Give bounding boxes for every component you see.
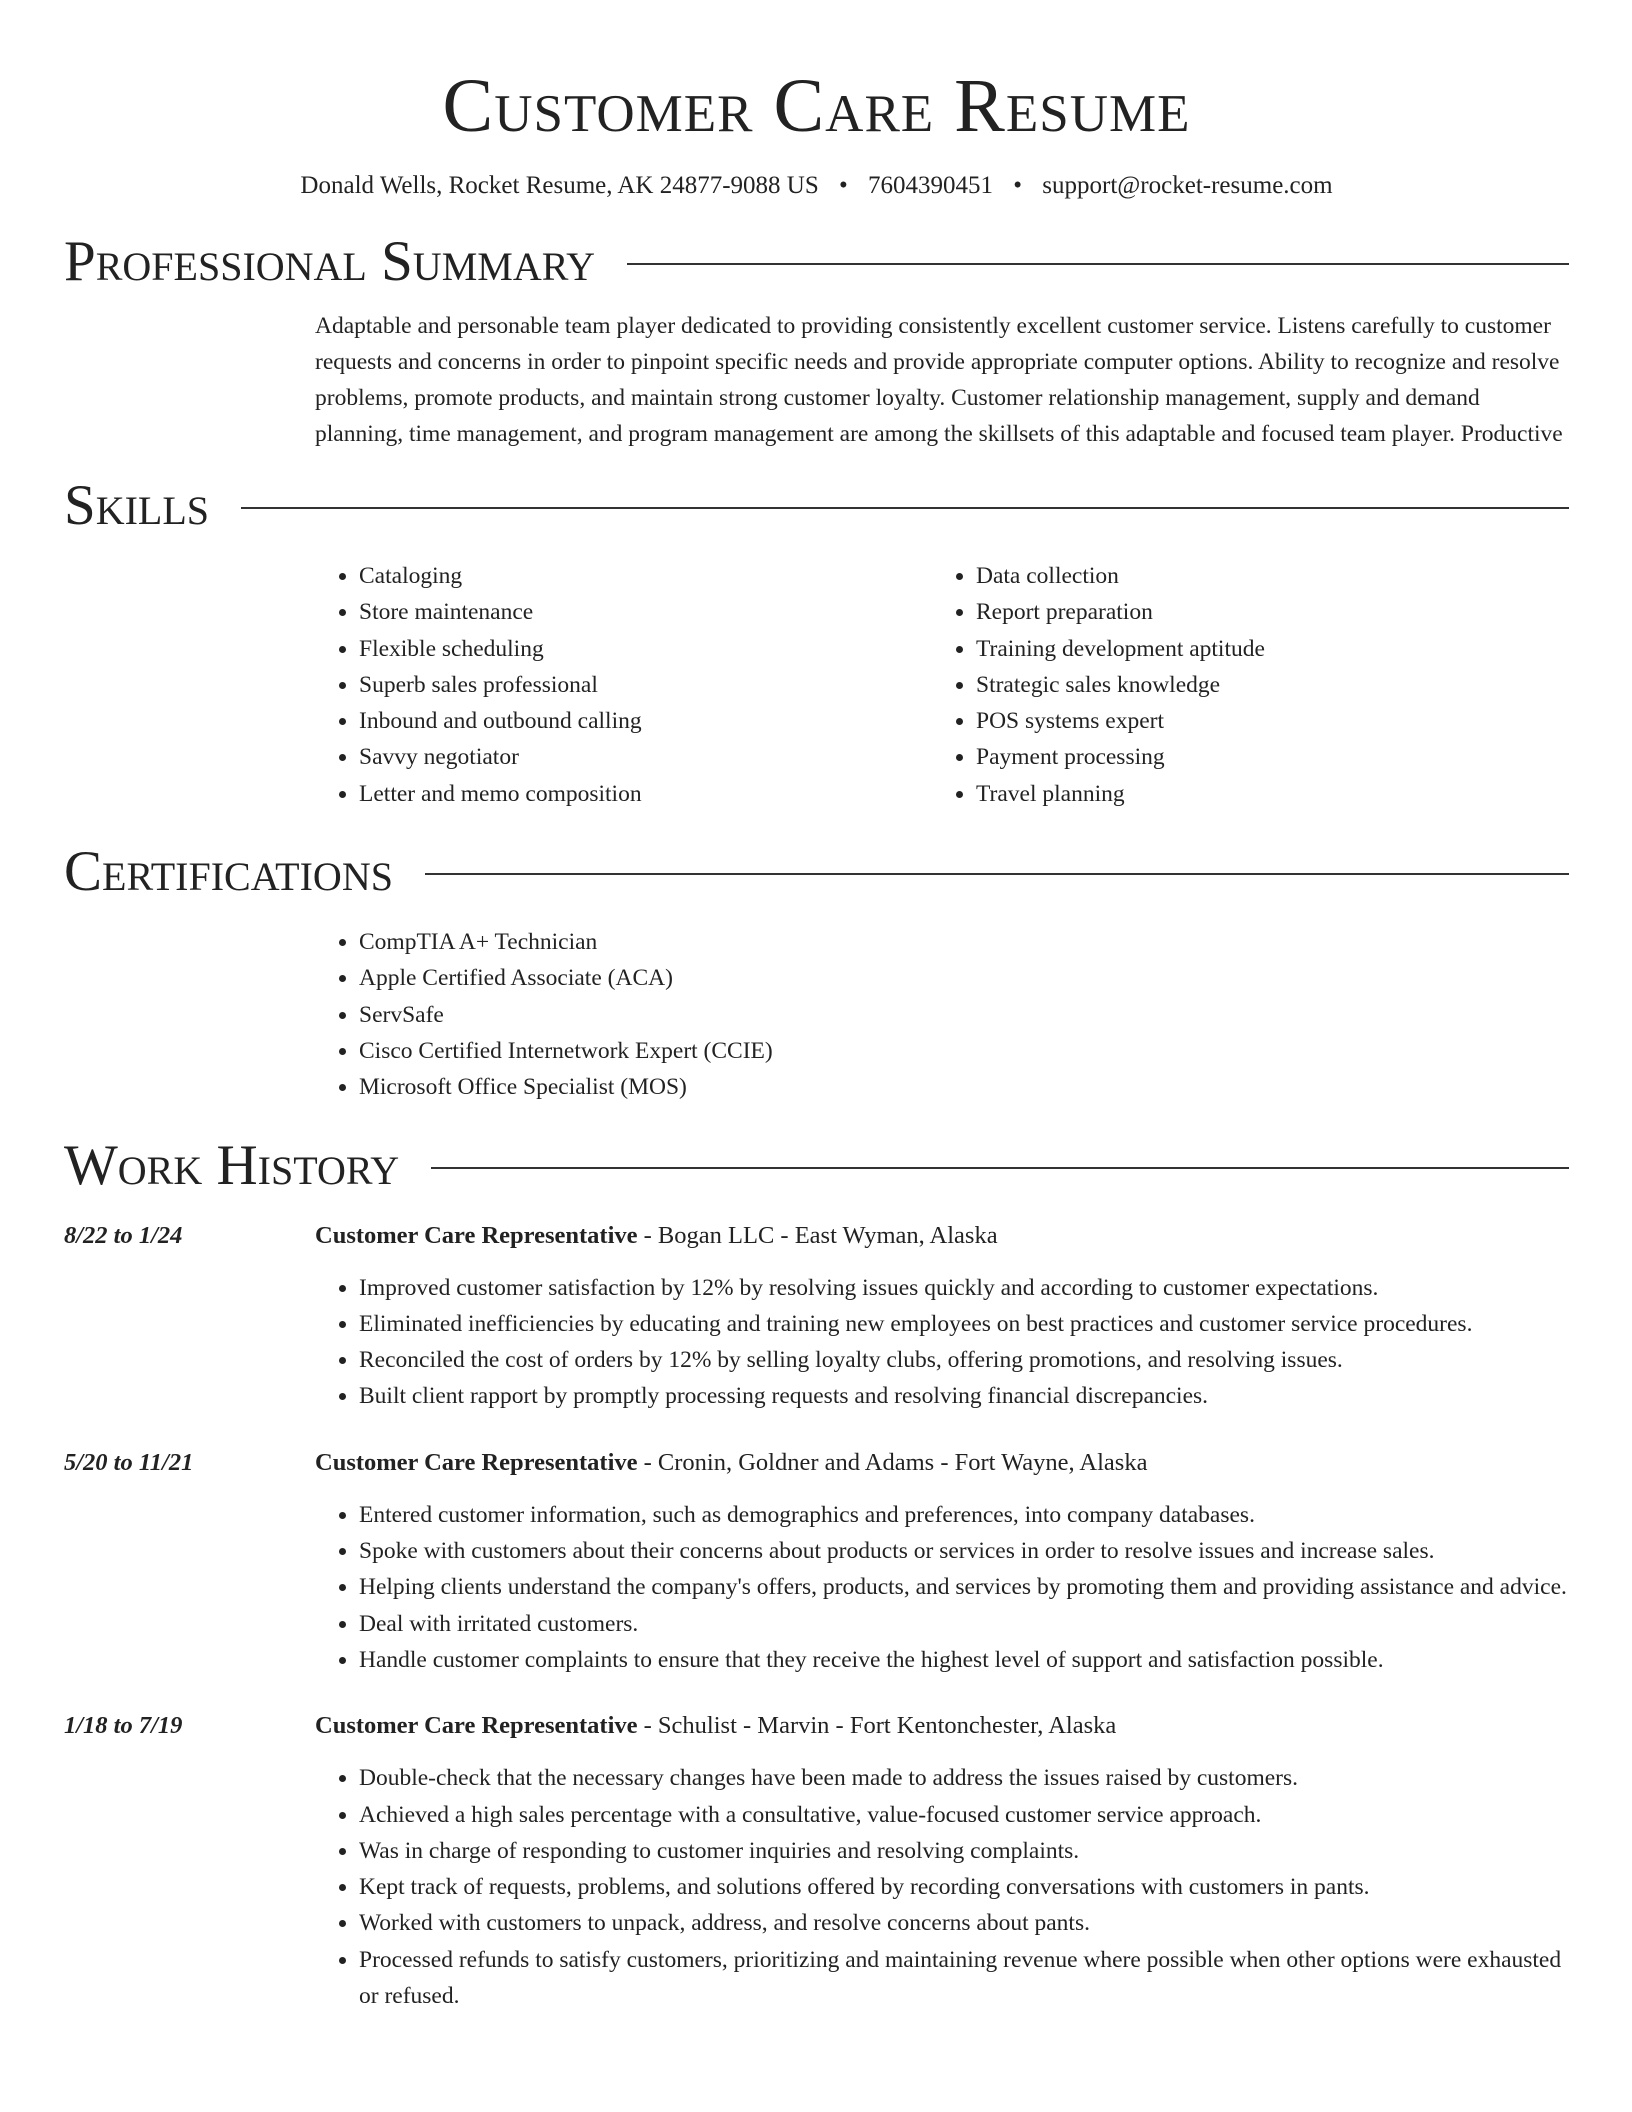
certifications-heading: Certifications <box>64 840 393 904</box>
job-heading <box>315 1447 1569 1479</box>
summary-section-header <box>64 230 1569 294</box>
page-title: Customer Care Resume <box>442 64 1191 148</box>
job-duty: • Achieved a high sales percentage with a consultative, value-focused customer service approach. <box>359 1797 1569 1833</box>
job-duty: • Spoke with customers about their concerns about products or services in order to resolve issues and increase sales. <box>359 1533 1569 1569</box>
skill-item: • Data collection <box>976 558 1549 594</box>
job-details: - Bogan LLC - East Wyman, Alaska <box>637 1221 998 1249</box>
job-body <box>315 1220 1569 1415</box>
skill-item: • Letter and memo composition <box>359 776 932 812</box>
job-dates: 5/20 to 11/21 <box>64 1448 194 1476</box>
contact-line <box>64 170 1569 202</box>
job-entry <box>64 1220 1569 1415</box>
job-duty: • Was in charge of responding to customer inquiries and resolving complaints. <box>359 1833 1569 1869</box>
job-title: Customer Care Representative <box>315 1221 638 1249</box>
job-dates: 8/22 to 1/24 <box>64 1221 183 1249</box>
certification-item: • CompTIA A+ Technician <box>359 924 1569 960</box>
job-heading <box>315 1220 1569 1252</box>
job-duties <box>315 1497 1569 1678</box>
skill-item: • Travel planning <box>976 776 1549 812</box>
contact-separator: • <box>1013 172 1023 199</box>
skills-list-left <box>315 558 932 812</box>
certifications-section-header <box>64 840 1569 904</box>
section-divider <box>241 507 1569 509</box>
job-body <box>315 1447 1569 1678</box>
skill-item: • Store maintenance <box>359 594 932 630</box>
section-divider <box>431 1167 1569 1169</box>
job-details: - Schulist - Marvin - Fort Kentonchester, Alaska <box>637 1712 1117 1740</box>
job-duty: • Helping clients understand the company's offers, products, and services by promoting them and providing assistance and advice. <box>359 1569 1569 1605</box>
job-title: Customer Care Representative <box>315 1712 638 1740</box>
job-duty: • Deal with irritated customers. <box>359 1606 1569 1642</box>
summary-section <box>315 308 1569 452</box>
skill-item: • Training development aptitude <box>976 631 1549 667</box>
skills-column-right <box>932 558 1549 812</box>
certifications-list <box>315 924 1569 1105</box>
job-body <box>315 1710 1569 2014</box>
section-divider <box>425 873 1569 875</box>
certification-item: • Apple Certified Associate (ACA) <box>359 960 1569 996</box>
skill-item: • Flexible scheduling <box>359 631 932 667</box>
job-duty: • Improved customer satisfaction by 12% by resolving issues quickly and according to customer expectations. <box>359 1270 1569 1306</box>
job-duty: • Kept track of requests, problems, and solutions offered by recording conversations with customers in pants. <box>359 1869 1569 1905</box>
skill-item: • Savvy negotiator <box>359 739 932 775</box>
contact-phone: 7604390451 <box>868 172 994 199</box>
job-entry <box>64 1447 1569 1678</box>
work-history-section-header <box>64 1134 1569 1198</box>
job-heading <box>315 1710 1569 1742</box>
job-details: - Cronin, Goldner and Adams - Fort Wayne, Alaska <box>637 1448 1148 1476</box>
job-duty: • Reconciled the cost of orders by 12% by selling loyalty clubs, offering promotions, and resolving issues. <box>359 1342 1569 1378</box>
job-duty: • Built client rapport by promptly processing requests and resolving financial discrepancies. <box>359 1378 1569 1414</box>
skill-item: • Superb sales professional <box>359 667 932 703</box>
summary-text: Adaptable and personable team player dedicated to providing consistently excellent customer service. Listens carefully to customer requests and concerns in order to pinpoint specific needs and provide appropriate computer options. Ability to recognize and resolve problems, promote products, and maintain strong customer loyalty. Customer relationship management, supply and demand planning, time management, and program management are among the skillsets of this adaptable and focused team player. Productive <box>315 313 1563 447</box>
job-duty: • Eliminated inefficiencies by educating and training new employees on best practices and customer service procedures. <box>359 1306 1569 1342</box>
skills-section-header <box>64 474 1569 538</box>
job-dates: 1/18 to 7/19 <box>64 1712 183 1740</box>
job-title: Customer Care Representative <box>315 1448 638 1476</box>
summary-heading: Professional Summary <box>64 230 596 293</box>
skill-item: • POS systems expert <box>976 703 1549 739</box>
job-duty: • Worked with customers to unpack, address, and resolve concerns about pants. <box>359 1905 1569 1941</box>
skill-item: • Payment processing <box>976 739 1549 775</box>
job-duties <box>315 1270 1569 1415</box>
certification-item: • Cisco Certified Internetwork Expert (CCIE) <box>359 1033 1569 1069</box>
skill-item: • Inbound and outbound calling <box>359 703 932 739</box>
job-entry <box>64 1710 1569 2014</box>
certification-item: • ServSafe <box>359 997 1569 1033</box>
job-duties <box>315 1760 1569 2014</box>
certifications-section <box>315 924 1569 1105</box>
job-duty: • Processed refunds to satisfy customers, prioritizing and maintaining revenue where possible when other options were exhausted or refused. <box>359 1942 1569 2015</box>
skills-heading: Skills <box>64 474 210 537</box>
job-duty: • Entered customer information, such as demographics and preferences, into company databases. <box>359 1497 1569 1533</box>
resume-page <box>64 0 1569 2014</box>
work-history-heading: Work History <box>64 1133 400 1197</box>
skill-item: • Strategic sales knowledge <box>976 667 1549 703</box>
job-duty: • Handle customer complaints to ensure that they receive the highest level of support and satisfaction possible. <box>359 1642 1569 1678</box>
skill-item: • Report preparation <box>976 594 1549 630</box>
section-divider <box>627 263 1569 265</box>
certification-item: • Microsoft Office Specialist (MOS) <box>359 1069 1569 1105</box>
skill-item: • Cataloging <box>359 558 932 594</box>
job-duty: • Double-check that the necessary changes have been made to address the issues raised by customers. <box>359 1760 1569 1796</box>
skills-column-left <box>315 558 932 812</box>
contact-address: Donald Wells, Rocket Resume, AK 24877-9088 US <box>300 172 819 199</box>
skills-list-right <box>932 558 1549 812</box>
contact-separator: • <box>839 172 848 199</box>
skills-section <box>315 558 1569 812</box>
contact-email: support@rocket-resume.com <box>1042 172 1333 199</box>
